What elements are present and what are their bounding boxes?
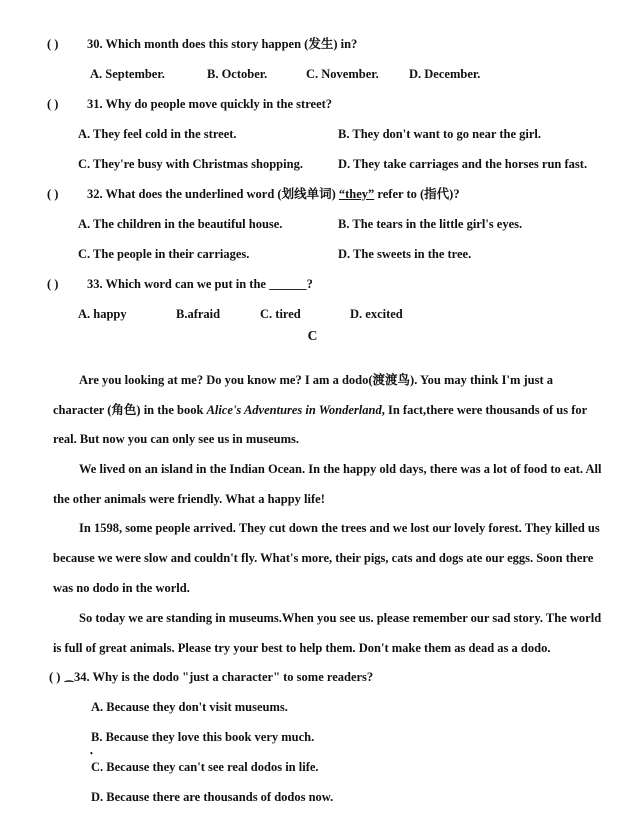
option-b: B. October. [207, 67, 268, 81]
passage-text: , In fact,there were thousands of us for [381, 403, 588, 417]
passage-p2-line2: the other animals were friendly. What a happy life! [53, 492, 325, 506]
option-d: D. Because there are thousands of dodos now. [91, 790, 334, 804]
answer-blank: ( ) [47, 97, 59, 111]
option-a: A. Because they don't visit museums. [91, 700, 288, 714]
option-c: C. They're busy with Christmas shopping. [78, 157, 303, 171]
question-text: 30. Which month does this story happen (发生) in? [87, 37, 358, 51]
question-32 [47, 186, 460, 202]
question-text: 31. Why do people move quickly in the street? [87, 97, 333, 111]
answer-blank: ( ) [47, 187, 59, 201]
option-c: C. The people in their carriages. [78, 247, 250, 261]
option-d: D. The sweets in the tree. [338, 247, 472, 261]
question-30 [47, 36, 357, 52]
option-b: B. The tears in the little girl's eyes. [338, 217, 523, 231]
passage-p2-line1: We lived on an island in the Indian Ocean. In the happy old days, there was a lot of food to eat. All [79, 462, 602, 476]
passage-p4-line1: So today we are standing in museums.When you see us. please remember our sad story. The world [79, 611, 602, 625]
underlined-word: “they” [338, 187, 375, 201]
option-b: B. They don't want to go near the girl. [338, 127, 542, 141]
option-c: C. Because they can't see real dodos in life. [91, 760, 319, 774]
option-d: D. excited [350, 307, 403, 321]
passage-text: character (角色) in the book [53, 403, 207, 417]
book-title: Alice's Adventures in Wonderland [206, 403, 382, 417]
option-a: A. They feel cold in the street. [78, 127, 237, 141]
question-text: 32. What does the underlined word (划线单词) [87, 187, 339, 201]
passage-p3-line1: In 1598, some people arrived. They cut down the trees and we lost our lovely forest. They killed us [79, 521, 600, 535]
option-d: D. December. [409, 67, 481, 81]
pen-mark: ⁀ [65, 682, 74, 693]
passage-p3-line2: because we were slow and couldn't fly. What's more, their pigs, cats and dogs ate our eggs. Soon there [53, 551, 594, 565]
passage-p4-line2: is full of great animals. Please try your best to help them. Don't make them as dead as a dodo. [53, 641, 551, 655]
option-a: A. happy [78, 307, 127, 321]
option-a: A. The children in the beautiful house. [78, 217, 283, 231]
section-label: C [307, 328, 318, 343]
option-c: C. tired [260, 307, 301, 321]
question-34 [49, 669, 373, 685]
option-c: C. November. [306, 67, 379, 81]
option-d: D. They take carriages and the horses run fast. [338, 157, 588, 171]
question-31 [47, 96, 332, 112]
answer-blank: ( ) [47, 37, 59, 51]
question-text: 33. Which word can we put in the ______? [87, 277, 313, 291]
answer-blank: ( ) [47, 277, 59, 291]
option-b: B. Because they love this book very much. [91, 730, 315, 744]
option-b: B.afraid [176, 307, 221, 321]
passage-p3-line3: was no dodo in the world. [53, 581, 190, 595]
passage-p1-line3: real. But now you can only see us in museums. [53, 432, 299, 446]
question-text-end: refer to (指代)? [374, 187, 460, 201]
question-33 [47, 276, 313, 292]
question-text: 34. Why is the dodo "just a character" to some readers? [74, 670, 374, 684]
answer-blank: ( ) [49, 670, 61, 684]
passage-p1-line1: Are you looking at me? Do you know me? I am a dodo(渡渡鸟). You may think I'm just a [79, 373, 553, 387]
passage-p1-line2 [53, 402, 598, 418]
option-a: A. September. [90, 67, 165, 81]
pen-dot: • [90, 749, 93, 758]
